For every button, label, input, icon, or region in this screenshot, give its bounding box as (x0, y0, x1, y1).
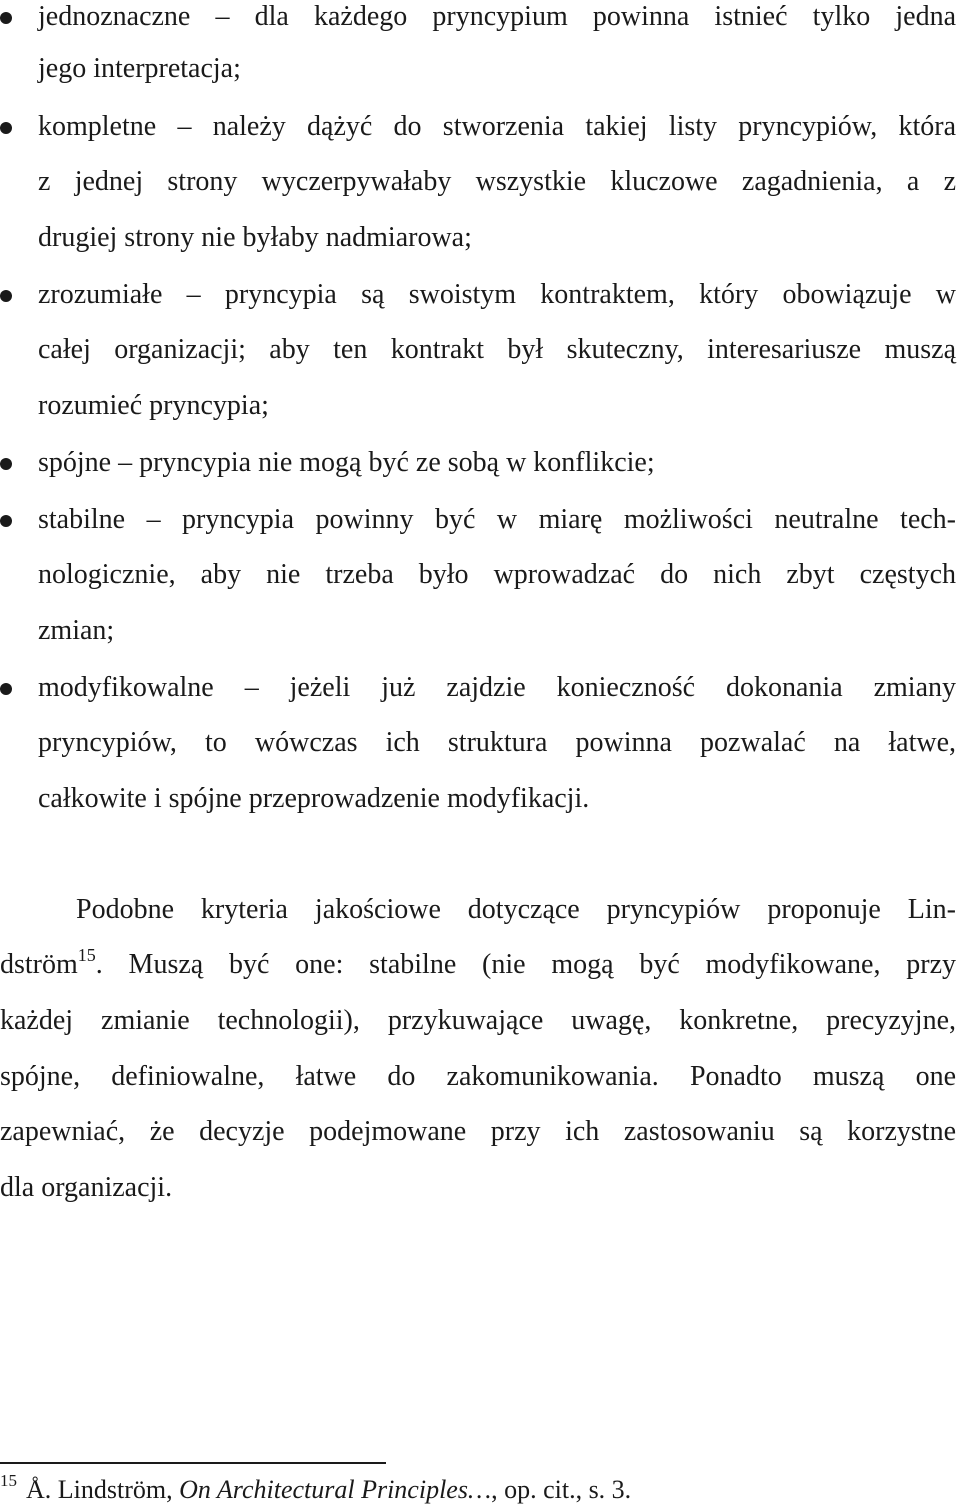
bullet-dot-icon (0, 515, 12, 527)
paragraph-text: zapewniać, że decyzje podejmowane przy ich zastosowaniu są korzystne (0, 1116, 956, 1147)
bullet-dot-icon (0, 290, 12, 302)
footnote-author: Å. Lindström, (26, 1475, 173, 1504)
paragraph-text (0, 945, 956, 982)
bullet-text: kompletne – należy dążyć do stworzenia takiej listy pryncypiów, która (38, 111, 956, 142)
bullet-dot-icon (0, 122, 12, 134)
paragraph-text: każdej zmianie technologii), przykuwające uwagę, konkretne, precyzyjne, (0, 1005, 956, 1036)
bullet-text: modyfikowalne – jeżeli już zajdzie konieczność dokonania zmiany (38, 672, 956, 703)
footnote-citation: , op. cit., s. 3. (491, 1475, 632, 1504)
bullet-dot-icon (0, 458, 12, 470)
bullet-text: spójne – pryncypia nie mogą być ze sobą w konflikcie; (38, 447, 655, 478)
paragraph-text: dla organizacji. (0, 1172, 173, 1203)
bullet-text: całkowite i spójne przeprowadzenie modyfikacji. (38, 783, 590, 814)
paragraph-text: Podobne kryteria jakościowe dotyczące pryncypiów proponuje Lin- (76, 894, 956, 925)
bullet-text: drugiej strony nie byłaby nadmiarowa; (38, 222, 472, 253)
bullet-text: nologicznie, aby nie trzeba było wprowadzać do nich zbyt częstych (38, 559, 956, 590)
bullet-text: stabilne – pryncypia powinny być w miarę możliwości neutralne tech- (38, 504, 956, 535)
bullet-text: jego interpretacja; (38, 53, 241, 84)
paragraph-text: spójne, definiowalne, łatwe do zakomunikowania. Ponadto muszą one (0, 1061, 956, 1092)
bullet-text: z jednej strony wyczerpywałaby wszystkie kluczowe zagadnienia, a z (38, 166, 956, 197)
footnote: $^{15}$ Å. Lindström, On Architectural Principles…, op. cit., s. 3. (0, 1471, 632, 1504)
paragraph-text-rest: . Muszą być one: stabilne (nie mogą być modyfikowane, przy (95, 949, 956, 980)
paragraph-text-start: dström (0, 949, 78, 980)
bullet-dot-icon (0, 683, 12, 695)
bullet-text: całej organizacji; aby ten kontrakt był skuteczny, interesariusze muszą (38, 334, 956, 365)
footnote-title: On Architectural Principles… (179, 1475, 492, 1504)
bullet-text: zmian; (38, 615, 115, 646)
bullet-text: jednoznaczne – dla każdego pryncypium powinna istnieć tylko jedna (38, 1, 956, 32)
bullet-text: rozumieć pryncypia; (38, 390, 269, 421)
footnote-separator (0, 1462, 386, 1464)
bullet-text: zrozumiałe – pryncypia są swoistym kontraktem, który obowiązuje w (38, 279, 956, 310)
bullet-dot-icon (0, 12, 12, 24)
bullet-text: pryncypiów, to wówczas ich struktura powinna pozwalać na łatwe, (38, 727, 956, 758)
footnote-reference[interactable]: 15 (77, 945, 96, 965)
